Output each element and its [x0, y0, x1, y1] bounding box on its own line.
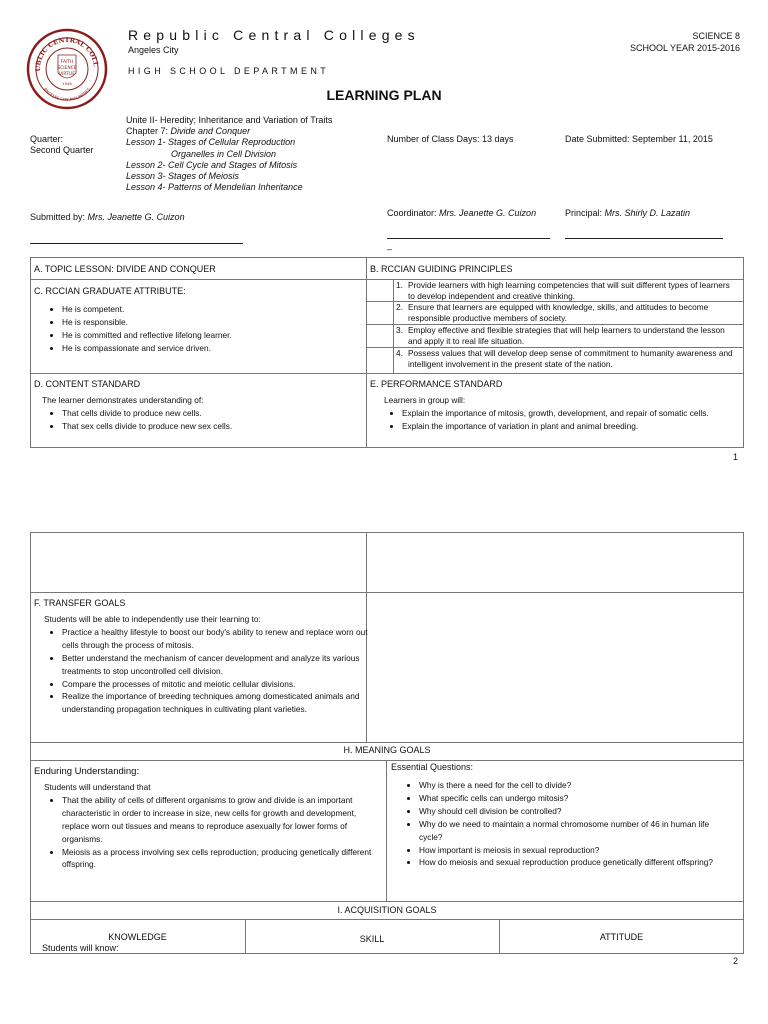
seal-ring-text: UBLIC CENTRAL COLL	[33, 35, 100, 72]
list-item: • Explain the importance of mitosis, growth, development, and repair of somatic cells.	[402, 407, 710, 420]
performance-standard-body	[370, 394, 710, 433]
class-days: Number of Class Days: 13 days	[387, 134, 514, 144]
lesson-4: Lesson 4- Patterns of Mendelian Inheritance	[126, 182, 303, 193]
list-item: • Why should cell division be controlled?	[419, 805, 731, 818]
unit-title: Unite II- Heredity; Inheritance and Variation of Traits	[126, 115, 333, 125]
enduring-body	[34, 781, 382, 871]
school-year: SCHOOL YEAR 2015-2016	[629, 43, 740, 53]
row-divider	[30, 901, 744, 902]
list-item: • Compare the processes of mitotic and meiotic cellular divisions.	[62, 678, 368, 691]
principle-number: 1.	[396, 280, 403, 290]
seal-motto-2: SCIENCE	[57, 66, 77, 71]
quarter-block	[30, 134, 94, 156]
content-intro: The learner demonstrates understanding of:	[42, 395, 204, 405]
list-item: • That sex cells divide to produce new sex cells.	[62, 420, 364, 433]
row-divider	[30, 742, 744, 743]
coordinator-dash: _	[387, 240, 393, 250]
lesson-1: Lesson 1- Stages of Cellular Reproduction	[126, 137, 296, 148]
transfer-intro: Students will be able to independently use their learning to:	[44, 614, 261, 624]
transfer-goals-body	[34, 613, 368, 716]
principle-number: 3.	[396, 325, 403, 335]
list-item: • Meiosis as a process involving sex cells reproduction, producing genetically different offspring.	[62, 846, 382, 872]
list-item: • Why is there a need for the cell to divide?	[419, 779, 731, 792]
row-divider	[30, 919, 744, 920]
enduring-intro: Students will understand that	[44, 782, 151, 792]
principle-number: 4.	[396, 348, 403, 358]
principle-num-divider	[393, 279, 394, 373]
chapter-prefix: Chapter 7:	[126, 126, 171, 137]
list-item: • Why do we need to maintain a normal chromosome number of 46 in human life cycle?	[419, 818, 731, 844]
date-submitted: Date Submitted: September 11, 2015	[565, 134, 713, 144]
submitted-by	[30, 212, 185, 222]
list-item: • Realize the importance of breeding techniques among domesticated animals and understanding propagation techniques in cultivating plant varieties.	[62, 690, 368, 716]
list-item: • What specific cells can undergo mitosis?	[419, 792, 731, 805]
seal-year: 1946	[62, 81, 72, 86]
submitted-name: Mrs. Jeanette G. Cuizon	[87, 212, 185, 222]
lesson-3: Lesson 3- Stages of Meiosis	[126, 171, 240, 182]
principle-text: Possess values that will develop deep sense of commitment to humanity awareness and intelligent involvement in the present state of the nation.	[408, 348, 733, 370]
signature-line-principal	[565, 238, 723, 239]
quarter-label: Quarter:	[30, 134, 64, 144]
principle-text: Provide learners with high learning competencies that will suit different types of learners to develop independent and creative thinking.	[408, 280, 730, 302]
coordinator	[387, 208, 536, 218]
principal	[565, 208, 690, 218]
list-item: • He is competent.	[62, 303, 364, 316]
page-number: 2	[733, 956, 739, 966]
list-item: • How important is meiosis in sexual reproduction?	[419, 844, 731, 857]
seal-bottom-text: ANGELES CITY PHILIPPINES	[42, 86, 92, 103]
coordinator-label: Coordinator:	[387, 208, 440, 218]
subject-label: SCIENCE 8	[692, 31, 740, 41]
school-name: Republic Central Colleges	[128, 27, 420, 43]
row-divider	[30, 760, 744, 761]
skill-header: SKILL	[359, 934, 385, 944]
transfer-goals-title: F. TRANSFER GOALS	[34, 598, 126, 608]
signature-line-coordinator	[387, 238, 550, 239]
principal-label: Principal:	[565, 208, 605, 218]
performance-standard-title: E. PERFORMANCE STANDARD	[370, 379, 503, 389]
knowledge-subheader: Students will know:	[42, 943, 119, 953]
performance-intro: Learners in group will:	[384, 395, 466, 405]
meaning-divider	[386, 760, 387, 901]
content-standard-title: D. CONTENT STANDARD	[34, 379, 141, 389]
list-item: • Better understand the mechanism of cancer development and analyze its various treatments to stop uncontrolled cell division.	[62, 652, 368, 678]
department: HIGH SCHOOL DEPARTMENT	[128, 66, 330, 76]
page2-table	[30, 532, 744, 954]
list-item: • That the ability of cells of different organisms to grow and divide is an important characteristic in order to increase in size, new cells for growth and development, replace worn out tissues and means to reproduce asexually for lower forms of organisms.	[62, 794, 382, 846]
list-item: • How do meiosis and sexual reproduction produce genetically different offspring?	[419, 856, 731, 869]
enduring-title: Enduring Understanding:	[34, 766, 140, 777]
list-item: • Practice a healthy lifestyle to boost our body's ability to renew and replace worn out cells through the process of mitosis.	[62, 626, 368, 652]
list-item: • He is committed and reflective lifelong learner.	[62, 329, 364, 342]
knowledge-header: KNOWLEDGE	[108, 932, 167, 942]
submitted-label: Submitted by:	[30, 212, 88, 222]
lesson-1-cont: Organelles in Cell Division	[171, 148, 277, 159]
principal-name: Mrs. Shirly D. Lazatin	[604, 208, 691, 218]
page-title: LEARNING PLAN	[326, 87, 442, 103]
meaning-goals-title: H. MEANING GOALS	[343, 745, 431, 755]
principle-number: 2.	[396, 302, 403, 312]
list-item: • That cells divide to produce new cells.	[62, 407, 364, 420]
graduate-attribute-title: C. RCCIAN GRADUATE ATTRIBUTE:	[34, 286, 186, 296]
quarter-value: Second Quarter	[30, 145, 94, 155]
unit-block	[126, 115, 332, 193]
subject-block	[630, 30, 740, 54]
list-item: • He is responsible.	[62, 316, 364, 329]
lesson-2: Lesson 2- Cell Cycle and Stages of Mitosis	[126, 159, 298, 170]
graduate-attribute-list	[34, 303, 364, 355]
content-standard-body	[34, 394, 364, 433]
principle-text: Employ effective and flexible strategies that will help learners to understand the lesson and apply it to real life situation.	[408, 325, 725, 347]
list-item: • He is compassionate and service driven.	[62, 342, 364, 355]
row-divider	[30, 592, 744, 593]
page-number: 1	[733, 452, 739, 462]
guiding-principles-title: B. RCCIAN GUIDING PRINCIPLES	[370, 264, 513, 274]
attitude-header: ATTITUDE	[599, 932, 644, 942]
chapter	[126, 126, 332, 137]
essential-title: Essential Questions:	[391, 762, 474, 772]
chapter-title: Divide and Conquer	[170, 126, 251, 137]
list-item: • Explain the importance of variation in plant and animal breeding.	[402, 420, 710, 433]
seal-motto-3: VIRTUE	[58, 72, 76, 77]
school-city: Angeles City	[128, 45, 179, 55]
acquisition-goals-title: I. ACQUISITION GOALS	[337, 905, 437, 915]
signature-line-submitted	[30, 243, 243, 244]
essential-body	[391, 779, 731, 869]
topic-lesson: A. TOPIC LESSON: DIVIDE AND CONQUER	[34, 264, 216, 274]
table-divider	[366, 257, 367, 448]
row-divider	[30, 373, 744, 374]
coordinator-name: Mrs. Jeanette G. Cuizon	[439, 208, 537, 218]
seal-motto-1: FAITH	[60, 60, 74, 65]
principle-text: Ensure that learners are equipped with knowledge, skills, and attitudes to become responsible productive members of society.	[408, 302, 709, 324]
